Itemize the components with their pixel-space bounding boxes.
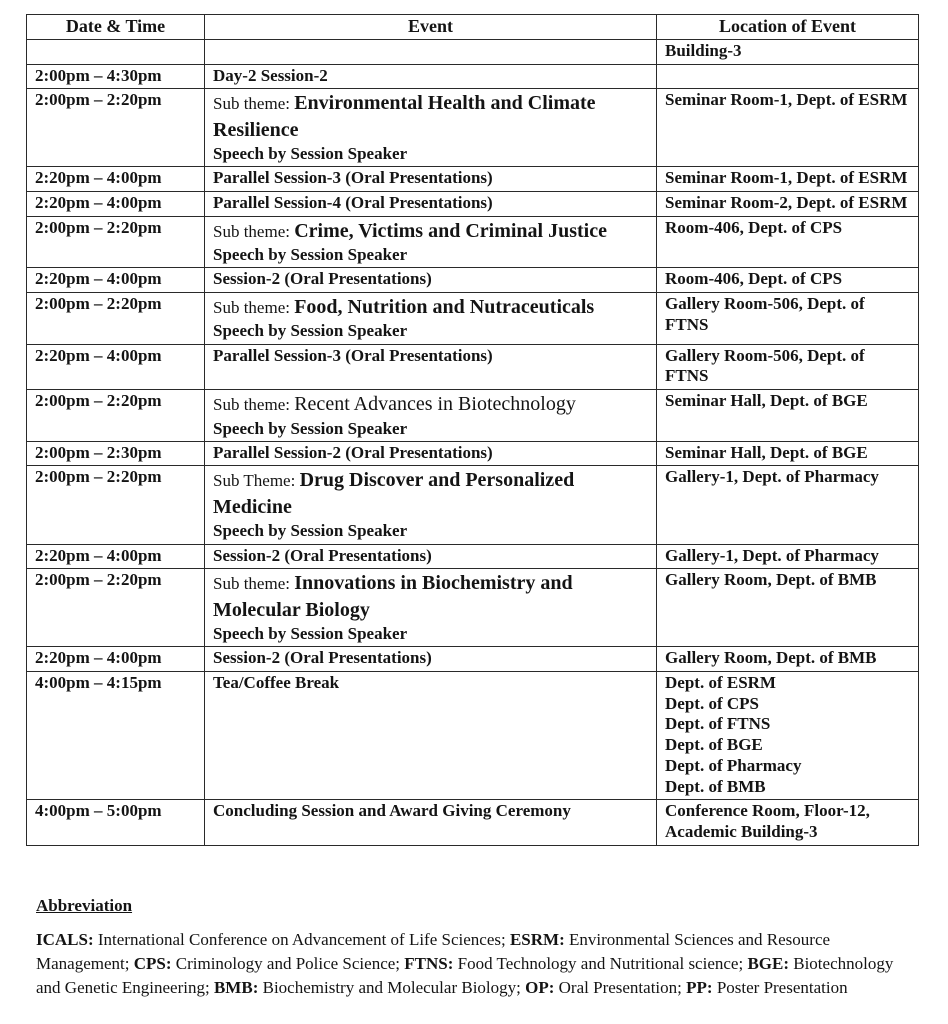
date-time-cell: 2:00pm – 2:20pm bbox=[27, 216, 205, 268]
header-location: Location of Event bbox=[657, 15, 919, 40]
subtheme-line bbox=[213, 218, 648, 244]
date-time-cell: 2:20pm – 4:00pm bbox=[27, 544, 205, 569]
speech-line: Speech by Session Speaker bbox=[213, 418, 408, 438]
location-line: Room-406, Dept. of CPS bbox=[665, 217, 843, 237]
speech-line: Speech by Session Speaker bbox=[213, 624, 408, 644]
event-title: Parallel Session-3 (Oral Presentations) bbox=[213, 345, 493, 365]
event-cell bbox=[205, 647, 657, 672]
subtheme-line bbox=[213, 90, 648, 143]
location-cell bbox=[657, 216, 919, 268]
event-title: Parallel Session-4 (Oral Presentations) bbox=[213, 192, 493, 212]
abbr-key: PP: bbox=[686, 977, 713, 997]
subtheme-prefix: Sub theme: bbox=[213, 221, 295, 241]
subtheme-line bbox=[213, 570, 648, 623]
subtheme-title: Food, Nutrition and Nutraceuticals bbox=[294, 296, 595, 318]
date-time-cell: 2:00pm – 4:30pm bbox=[27, 64, 205, 88]
location-line: Dept. of ESRM bbox=[665, 673, 776, 693]
subtheme-prefix: Sub theme: bbox=[213, 574, 295, 594]
abbr-desc: Food Technology and Nutritional science; bbox=[453, 953, 748, 973]
location-line: Dept. of BMB bbox=[665, 776, 766, 796]
location-cell bbox=[657, 569, 919, 647]
table-row bbox=[27, 672, 919, 800]
location-line: Seminar Hall, Dept. of BGE bbox=[665, 391, 868, 411]
location-cell bbox=[657, 441, 919, 466]
event-cell bbox=[205, 216, 657, 268]
event-title: Day-2 Session-2 bbox=[213, 65, 328, 85]
event-cell bbox=[205, 800, 657, 845]
subtheme-prefix: Sub theme: bbox=[213, 298, 295, 317]
event-cell bbox=[205, 268, 657, 293]
location-line: Dept. of Pharmacy bbox=[665, 755, 802, 775]
abbr-key: CPS: bbox=[133, 953, 172, 973]
location-line: Seminar Room-2, Dept. of ESRM bbox=[665, 192, 908, 212]
table-row bbox=[27, 441, 919, 466]
table-row bbox=[27, 466, 919, 544]
event-cell bbox=[205, 466, 657, 544]
table-row bbox=[27, 293, 919, 345]
subtheme-prefix: Sub theme: bbox=[213, 94, 295, 114]
location-cell bbox=[657, 191, 919, 216]
abbr-key: ICALS: bbox=[36, 929, 94, 949]
event-cell bbox=[205, 672, 657, 800]
event-cell bbox=[205, 390, 657, 442]
abbreviation-section bbox=[36, 896, 898, 1000]
event-cell bbox=[205, 344, 657, 389]
location-cell bbox=[657, 390, 919, 442]
date-time-cell: 2:00pm – 2:30pm bbox=[27, 441, 205, 466]
location-cell bbox=[657, 344, 919, 389]
location-cell bbox=[657, 466, 919, 544]
abbr-key: BMB: bbox=[213, 977, 259, 997]
location-cell bbox=[657, 40, 919, 65]
abbr-key: FTNS: bbox=[404, 953, 454, 973]
speech-line: Speech by Session Speaker bbox=[213, 321, 408, 341]
table-row bbox=[27, 167, 919, 192]
location-cell bbox=[657, 293, 919, 345]
event-title: Parallel Session-2 (Oral Presentations) bbox=[213, 442, 493, 462]
subtheme-title: Crime, Victims and Criminal Justice bbox=[294, 219, 607, 242]
location-line: Gallery-1, Dept. of Pharmacy bbox=[665, 467, 879, 487]
event-cell bbox=[205, 64, 657, 88]
schedule-table bbox=[26, 14, 919, 846]
event-title: Concluding Session and Award Giving Ceremony bbox=[213, 801, 571, 821]
speech-line: Speech by Session Speaker bbox=[213, 521, 408, 541]
header-date-time: Date & Time bbox=[27, 15, 205, 40]
location-cell bbox=[657, 672, 919, 800]
speech-line: Speech by Session Speaker bbox=[213, 245, 408, 265]
subtheme-title: Environmental Health and Climate Resilience bbox=[213, 92, 596, 141]
table-row bbox=[27, 800, 919, 845]
subtheme-line bbox=[213, 294, 648, 320]
abbr-key: ESRM: bbox=[509, 929, 565, 949]
location-line: Gallery Room-506, Dept. of FTNS bbox=[665, 294, 865, 334]
location-line: Room-406, Dept. of CPS bbox=[665, 269, 843, 289]
location-line: Dept. of BGE bbox=[665, 735, 763, 755]
event-cell bbox=[205, 167, 657, 192]
location-cell bbox=[657, 647, 919, 672]
date-time-cell: 2:20pm – 4:00pm bbox=[27, 191, 205, 216]
location-cell bbox=[657, 800, 919, 845]
event-title: Session-2 (Oral Presentations) bbox=[213, 269, 432, 289]
date-time-cell: 2:20pm – 4:00pm bbox=[27, 167, 205, 192]
abbr-desc: Environmental Sciences and Resource Management; bbox=[36, 929, 831, 973]
location-line: Gallery Room-506, Dept. of FTNS bbox=[665, 345, 865, 386]
date-time-cell: 2:20pm – 4:00pm bbox=[27, 647, 205, 672]
subtheme-line bbox=[213, 391, 648, 417]
event-cell bbox=[205, 191, 657, 216]
location-line: Gallery Room, Dept. of BMB bbox=[665, 648, 877, 668]
table-row bbox=[27, 569, 919, 647]
location-line: Gallery-1, Dept. of Pharmacy bbox=[665, 545, 879, 565]
table-row bbox=[27, 40, 919, 65]
location-line: Dept. of CPS bbox=[665, 693, 759, 713]
abbr-key: BGE: bbox=[747, 953, 789, 973]
abbr-desc: Poster Presentation bbox=[712, 977, 848, 997]
location-line: Seminar Room-1, Dept. of ESRM bbox=[665, 168, 908, 188]
abbreviation-paragraph bbox=[36, 928, 898, 1000]
date-time-cell: 2:20pm – 4:00pm bbox=[27, 268, 205, 293]
event-cell bbox=[205, 569, 657, 647]
table-row bbox=[27, 191, 919, 216]
abbreviation-heading: Abbreviation bbox=[36, 895, 133, 915]
abbr-desc: Oral Presentation; bbox=[554, 977, 687, 997]
date-time-cell: 2:00pm – 2:20pm bbox=[27, 466, 205, 544]
header-event: Event bbox=[205, 15, 657, 40]
event-title: Tea/Coffee Break bbox=[213, 673, 340, 693]
date-time-cell: 2:20pm – 4:00pm bbox=[27, 344, 205, 389]
location-line: Conference Room, Floor-12, Academic Building-3 bbox=[665, 801, 870, 842]
event-cell bbox=[205, 40, 657, 65]
date-time-cell: 2:00pm – 2:20pm bbox=[27, 293, 205, 345]
abbr-desc: Biotechnology and Genetic Engineering; bbox=[36, 953, 894, 997]
event-cell bbox=[205, 544, 657, 569]
location-line: Seminar Room-1, Dept. of ESRM bbox=[665, 90, 908, 110]
event-title: Parallel Session-3 (Oral Presentations) bbox=[213, 168, 493, 188]
table-row bbox=[27, 344, 919, 389]
location-cell bbox=[657, 64, 919, 88]
location-cell bbox=[657, 167, 919, 192]
event-title: Session-2 (Oral Presentations) bbox=[213, 648, 432, 668]
location-line: Gallery Room, Dept. of BMB bbox=[665, 570, 877, 590]
table-row bbox=[27, 89, 919, 167]
event-cell bbox=[205, 89, 657, 167]
table-row bbox=[27, 544, 919, 569]
subtheme-line bbox=[213, 467, 648, 520]
subtheme-title: Innovations in Biochemistry and Molecular Biology bbox=[213, 572, 573, 621]
date-time-cell bbox=[27, 40, 205, 65]
subtheme-title: Recent Advances in Biotechnology bbox=[294, 393, 576, 416]
location-cell bbox=[657, 268, 919, 293]
date-time-cell: 2:00pm – 2:20pm bbox=[27, 89, 205, 167]
date-time-cell: 2:00pm – 2:20pm bbox=[27, 569, 205, 647]
location-line: Seminar Hall, Dept. of BGE bbox=[665, 442, 868, 462]
event-cell bbox=[205, 293, 657, 345]
table-row bbox=[27, 216, 919, 268]
subtheme-title: Drug Discover and Personalized Medicine bbox=[213, 469, 575, 518]
speech-line: Speech by Session Speaker bbox=[213, 143, 408, 163]
table-row bbox=[27, 390, 919, 442]
abbr-desc: Biochemistry and Molecular Biology; bbox=[258, 977, 526, 997]
subtheme-prefix: Sub Theme: bbox=[213, 471, 300, 491]
table-row bbox=[27, 268, 919, 293]
table-row bbox=[27, 64, 919, 88]
location-cell bbox=[657, 544, 919, 569]
date-time-cell: 4:00pm – 4:15pm bbox=[27, 672, 205, 800]
abbr-desc: International Conference on Advancement of Life Sciences; bbox=[93, 929, 510, 949]
location-cell bbox=[657, 89, 919, 167]
event-cell bbox=[205, 441, 657, 466]
abbr-desc: Criminology and Police Science; bbox=[171, 953, 405, 973]
table-header-row bbox=[27, 15, 919, 40]
table-row bbox=[27, 647, 919, 672]
event-title: Session-2 (Oral Presentations) bbox=[213, 545, 432, 565]
location-line: Dept. of FTNS bbox=[665, 714, 771, 734]
date-time-cell: 4:00pm – 5:00pm bbox=[27, 800, 205, 845]
abbr-key: OP: bbox=[525, 977, 555, 997]
date-time-cell: 2:00pm – 2:20pm bbox=[27, 390, 205, 442]
subtheme-prefix: Sub theme: bbox=[213, 395, 295, 415]
location-line: Building-3 bbox=[665, 41, 742, 60]
